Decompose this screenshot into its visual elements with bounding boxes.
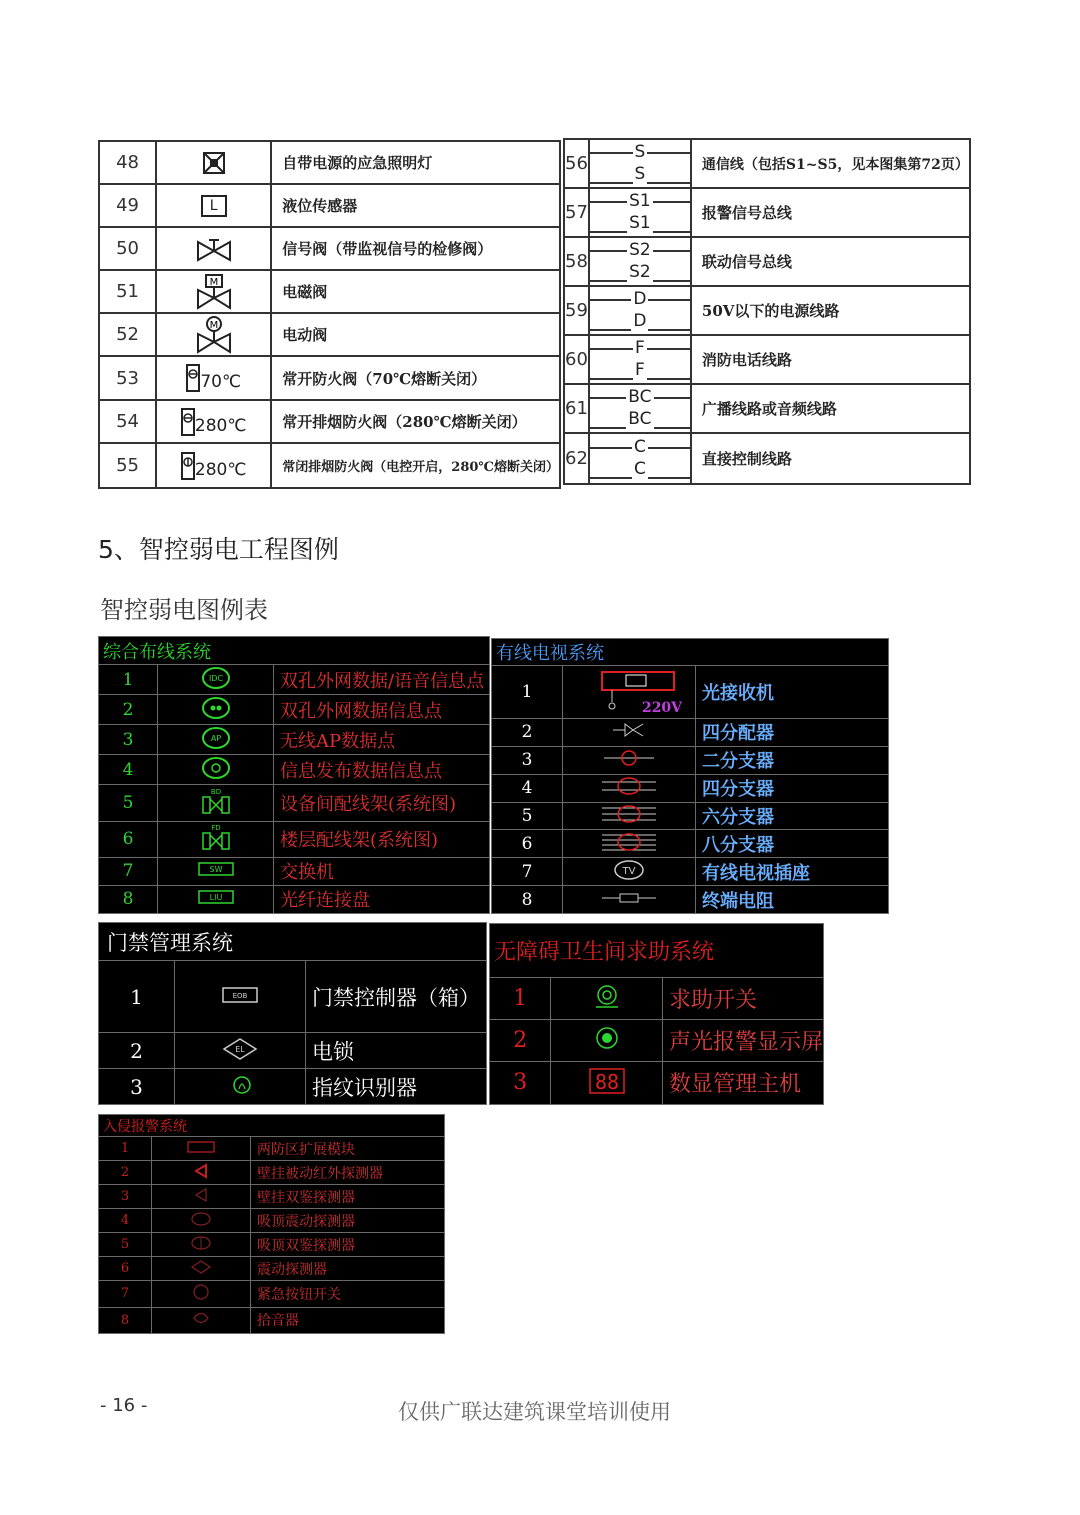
row-num: 6 [492,830,563,858]
microphone-pickup-icon [152,1307,251,1333]
row-desc: 紧急按钮开关 [251,1281,445,1307]
pir-detector-icon [152,1161,251,1185]
row-num: 6 [99,1257,152,1281]
row-num: 1 [490,978,551,1020]
legend-desc: 直接控制线路 [691,433,970,484]
alarm-display-icon [551,1019,663,1061]
page-number: - 16 - [100,1395,148,1416]
intrusion-alarm-legend [98,1114,445,1334]
legend-desc: 报警信号总线 [691,188,970,237]
row-num: 7 [99,1281,152,1307]
svg-text:EL: EL [235,1044,245,1054]
intrusion-title: 入侵报警系统 [99,1115,445,1137]
legend-num: 61 [564,384,589,433]
legend-table-left [98,140,561,489]
row-num: 5 [99,785,158,821]
row-desc: 壁挂双鉴探测器 [251,1185,445,1209]
legend-desc: 常开防火阀（70℃熔断关闭） [271,356,560,400]
panic-button-icon [152,1281,251,1307]
row-num: 2 [99,1161,152,1185]
motor-valve-icon [156,313,271,356]
row-desc: 震动探测器 [251,1257,445,1281]
row-num: 4 [492,774,563,802]
catv-legend [491,638,889,914]
row-num: 5 [492,802,563,830]
expansion-module-icon [152,1137,251,1161]
row-num: 7 [492,858,563,886]
signal-valve-icon [156,227,271,270]
row-num: 1 [492,666,563,719]
emergency-light-icon [156,141,271,184]
line-symbol: S2 S2 [589,237,691,286]
row-num: 4 [99,755,158,785]
row-desc: 双孔外网数据信息点 [274,695,490,725]
access-title: 门禁管理系统 [99,923,487,961]
legend-desc: 联动信号总线 [691,237,970,286]
row-num: 8 [99,1307,152,1333]
row-num: 1 [99,1137,152,1161]
row-num: 1 [99,961,175,1033]
line-symbol: S S [589,139,691,188]
svg-text:SW: SW [209,865,222,875]
line-symbol: C C [589,433,691,484]
switch-icon [158,857,274,885]
legend-desc: 常开排烟防火阀（280℃熔断关闭） [271,400,560,443]
section-title: 5、智控弱电工程图例 [98,535,339,564]
svg-text:M: M [209,319,219,331]
row-num: 5 [99,1233,152,1257]
svg-text:TV: TV [622,865,636,877]
row-desc: 二分支器 [696,746,889,774]
legend-num: 58 [564,237,589,286]
cabling-title: 综合布线系统 [99,637,490,665]
row-num: 7 [99,857,158,885]
tv-outlet-icon [563,858,696,886]
legend-num: 60 [564,335,589,384]
row-desc: 求助开关 [662,978,823,1020]
solenoid-valve-icon [156,270,271,313]
row-num: 3 [99,1185,152,1209]
row-desc: 声光报警显示屏 [662,1019,823,1061]
legend-num: 53 [99,356,156,400]
eight-way-tap-icon [563,830,696,858]
row-desc: 四分配器 [696,719,889,747]
row-num: 1 [99,665,158,695]
row-desc: 四分支器 [696,774,889,802]
wireless-ap-icon [158,725,274,755]
legend-num: 48 [99,141,156,184]
row-num: 2 [492,719,563,747]
terminal-resistor-icon [563,886,696,914]
legend-desc: 信号阀（带监视信号的检修阀） [271,227,560,270]
legend-desc: 广播线路或音频线路 [691,384,970,433]
digital-host-icon [551,1061,663,1104]
row-num: 6 [99,821,158,857]
smoke-damper-280-icon: 280℃ [156,400,271,443]
row-num: 3 [99,1069,175,1105]
cabling-legend [98,636,490,914]
legend-num: 62 [564,433,589,484]
line-symbol: F F [589,335,691,384]
row-num: 3 [490,1061,551,1104]
row-num: 8 [99,885,158,913]
legend-num: 52 [99,313,156,356]
row-desc: 终端电阻 [696,886,889,914]
two-way-tap-icon [563,746,696,774]
ceiling-dual-detector-icon [152,1233,251,1257]
distribution-frame-fd-icon [158,821,274,857]
vibration-detector-icon [152,1257,251,1281]
row-desc: 数显管理主机 [662,1061,823,1104]
row-desc: 八分支器 [696,830,889,858]
row-desc: 有线电视插座 [696,858,889,886]
dual-tech-detector-icon [152,1185,251,1209]
row-desc: 光接收机 [696,666,889,719]
help-system-legend [489,923,824,1105]
fingerprint-reader-icon [175,1069,306,1105]
distribution-frame-bd-icon [158,785,274,821]
line-symbol: BC BC [589,384,691,433]
legend-desc: 消防电话线路 [691,335,970,384]
legend-num: 51 [99,270,156,313]
row-desc: 拾音器 [251,1307,445,1333]
row-desc: 光纤连接盘 [274,885,490,913]
four-way-tap-icon [563,774,696,802]
row-desc: 门禁控制器（箱） [306,961,487,1033]
electric-lock-icon [175,1033,306,1069]
svg-text:IDC: IDC [208,673,223,683]
legend-desc: 液位传感器 [271,184,560,227]
legend-desc: 电动阀 [271,313,560,356]
footer-note: 仅供广联达建筑课堂培训使用 [398,1400,671,1424]
legend-desc: 电磁阀 [271,270,560,313]
access-controller-icon [175,961,306,1033]
info-display-outlet-icon [158,755,274,785]
row-num: 3 [492,746,563,774]
row-num: 2 [99,1033,175,1069]
svg-text:88: 88 [594,1069,619,1094]
level-sensor-icon: L [156,184,271,227]
help-title: 无障碍卫生间求助系统 [490,924,824,978]
svg-text:M: M [209,276,219,288]
row-num: 8 [492,886,563,914]
four-way-splitter-icon [563,719,696,747]
data-voice-outlet-icon [158,665,274,695]
row-desc: 两防区扩展模块 [251,1137,445,1161]
legend-num: 54 [99,400,156,443]
legend-desc: 通信线（包括S1~S5，见本图集第72页） [691,139,970,188]
legend-desc: 50V以下的电源线路 [691,286,970,335]
row-desc: 楼层配线架(系统图) [274,821,490,857]
row-desc: 六分支器 [696,802,889,830]
row-desc: 无线AP数据点 [274,725,490,755]
legend-table-right [563,138,971,485]
row-num: 3 [99,725,158,755]
fiber-patch-panel-icon [158,885,274,913]
row-desc: 信息发布数据信息点 [274,755,490,785]
legend-desc: 常闭排烟防火阀（电控开启，280℃熔断关闭） [271,443,560,488]
legend-num: 49 [99,184,156,227]
row-desc: 交换机 [274,857,490,885]
svg-text:EOB: EOB [232,991,248,1000]
fire-damper-70-icon: 70℃ [156,356,271,400]
svg-text:220V: 220V [641,700,683,714]
table-subtitle: 智控弱电图例表 [100,596,268,624]
row-num: 4 [99,1209,152,1233]
catv-title: 有线电视系统 [492,639,889,666]
row-num: 2 [99,695,158,725]
row-num: 2 [490,1019,551,1061]
row-desc: 吸顶双鉴探测器 [251,1233,445,1257]
closed-smoke-damper-icon: 280℃ [156,443,271,488]
row-desc: 设备间配线架(系统图) [274,785,490,821]
legend-num: 59 [564,286,589,335]
data-outlet-icon [158,695,274,725]
svg-text:BD: BD [210,787,221,796]
row-desc: 电锁 [306,1033,487,1069]
help-switch-icon [551,978,663,1020]
row-desc: 壁挂被动红外探测器 [251,1161,445,1185]
row-desc: 吸顶震动探测器 [251,1209,445,1233]
ceiling-vibration-detector-icon [152,1209,251,1233]
legend-num: 50 [99,227,156,270]
legend-num: 57 [564,188,589,237]
svg-text:LIU: LIU [209,893,222,903]
access-control-legend [98,922,487,1105]
legend-desc: 自带电源的应急照明灯 [271,141,560,184]
six-way-tap-icon [563,802,696,830]
line-symbol: D D [589,286,691,335]
row-desc: 指纹识别器 [306,1069,487,1105]
svg-text:FD: FD [210,824,221,833]
svg-text:AP: AP [210,733,221,743]
legend-num: 55 [99,443,156,488]
optical-receiver-icon [563,666,696,719]
legend-num: 56 [564,139,589,188]
row-desc: 双孔外网数据/语音信息点 [274,665,490,695]
line-symbol: S1 S1 [589,188,691,237]
